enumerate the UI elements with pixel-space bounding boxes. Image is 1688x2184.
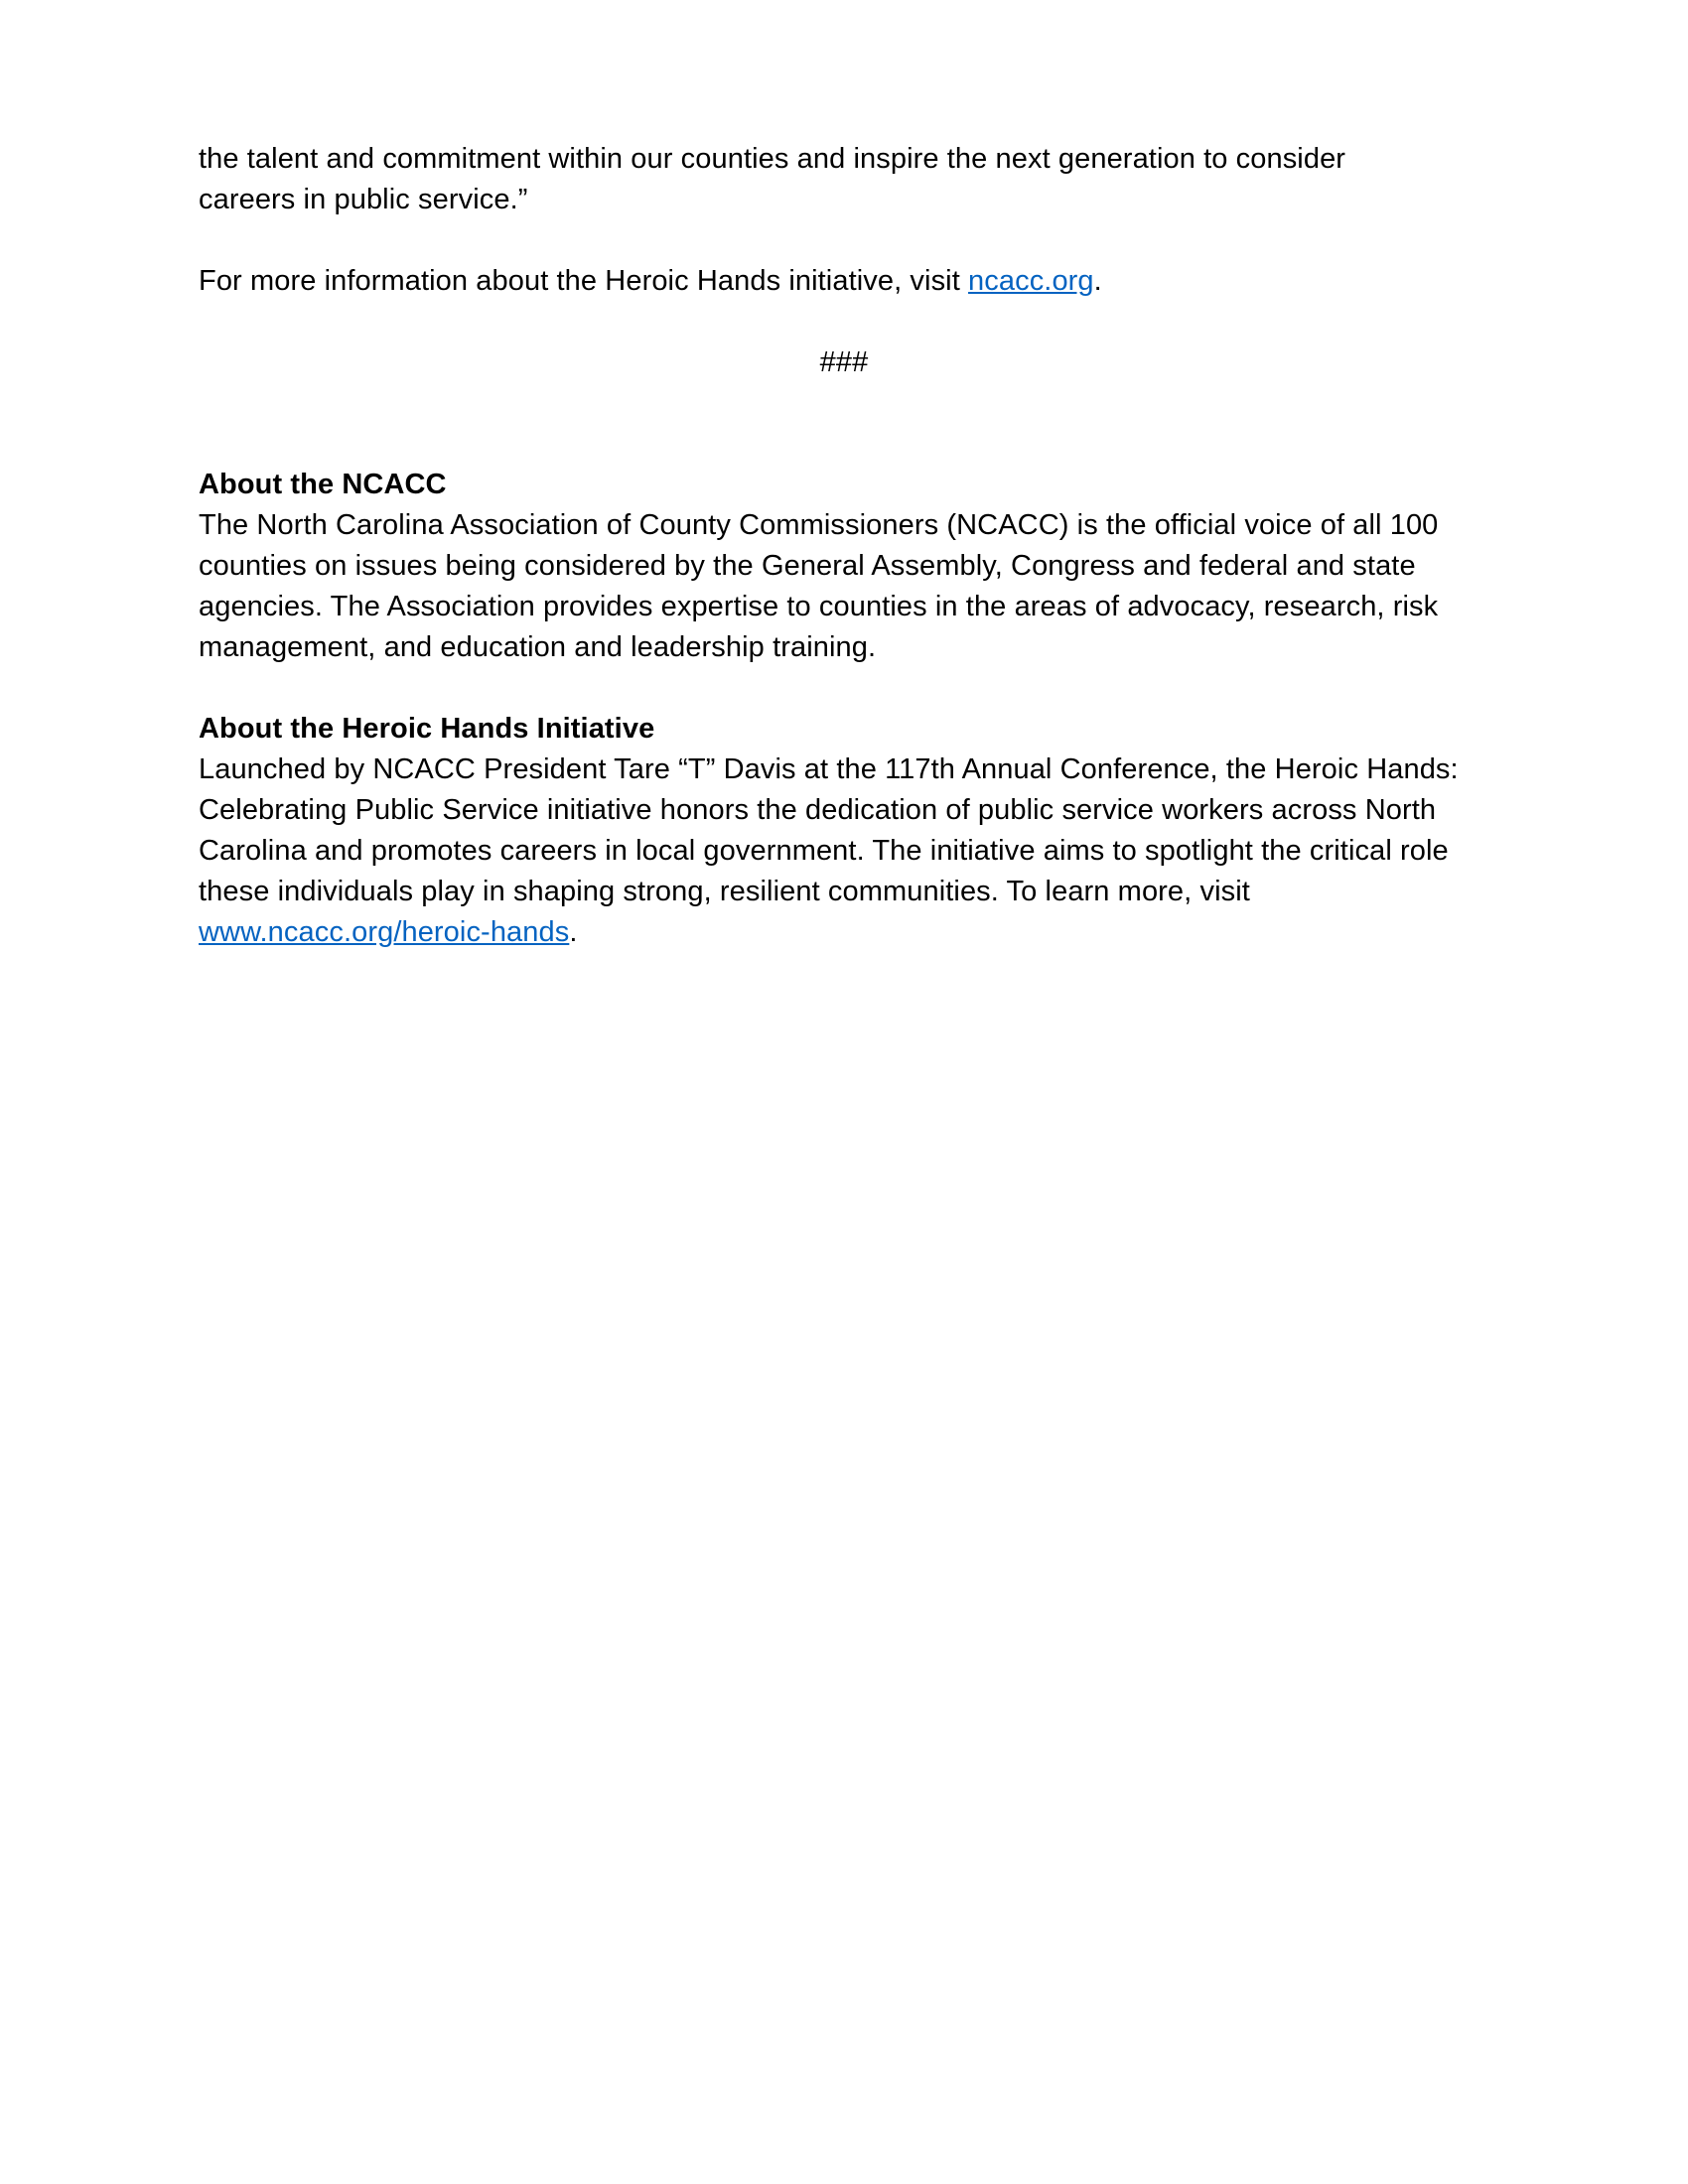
about-heroic-hands-heading: About the Heroic Hands Initiative (199, 713, 655, 745)
about-heroic-hands-body (199, 750, 1489, 953)
more-info-paragraph (199, 261, 1489, 302)
ncacc-link[interactable]: ncacc.org (968, 265, 1094, 297)
quote-line-2: careers in public service.” (199, 184, 528, 215)
more-info-suffix: . (1093, 265, 1102, 297)
about-ncacc-heading: About the NCACC (199, 469, 447, 500)
heroic-hands-body-suffix: . (569, 916, 578, 948)
quote-continuation (199, 139, 1489, 220)
heroic-hands-body-text: Launched by NCACC President Tare “T” Davis at the 117th Annual Conference, the Heroic Hands: Celebrating Public Service initiative honors the dedication of public service workers across North Carolina and promotes careers in local government. The initiative aims to spotlight the critical role these individuals play in shaping strong, resilient communities. To learn more, visit (199, 753, 1459, 907)
end-marker: ### (819, 346, 869, 378)
more-info-text: For more information about the Heroic Hands initiative, visit (199, 265, 969, 297)
about-ncacc-body: The North Carolina Association of County Commissioners (NCACC) is the official voice of all 100 counties on issues being considered by the General Assembly, Congress and federal and state agencies. The Association provides expertise to counties in the areas of advocacy, research, risk management, and education and leadership training. (199, 509, 1439, 663)
quote-line-1: the talent and commitment within our counties and inspire the next generation to consider (199, 143, 1346, 175)
document-page (199, 139, 1489, 953)
heroic-hands-link[interactable]: www.ncacc.org/heroic-hands (199, 916, 570, 948)
